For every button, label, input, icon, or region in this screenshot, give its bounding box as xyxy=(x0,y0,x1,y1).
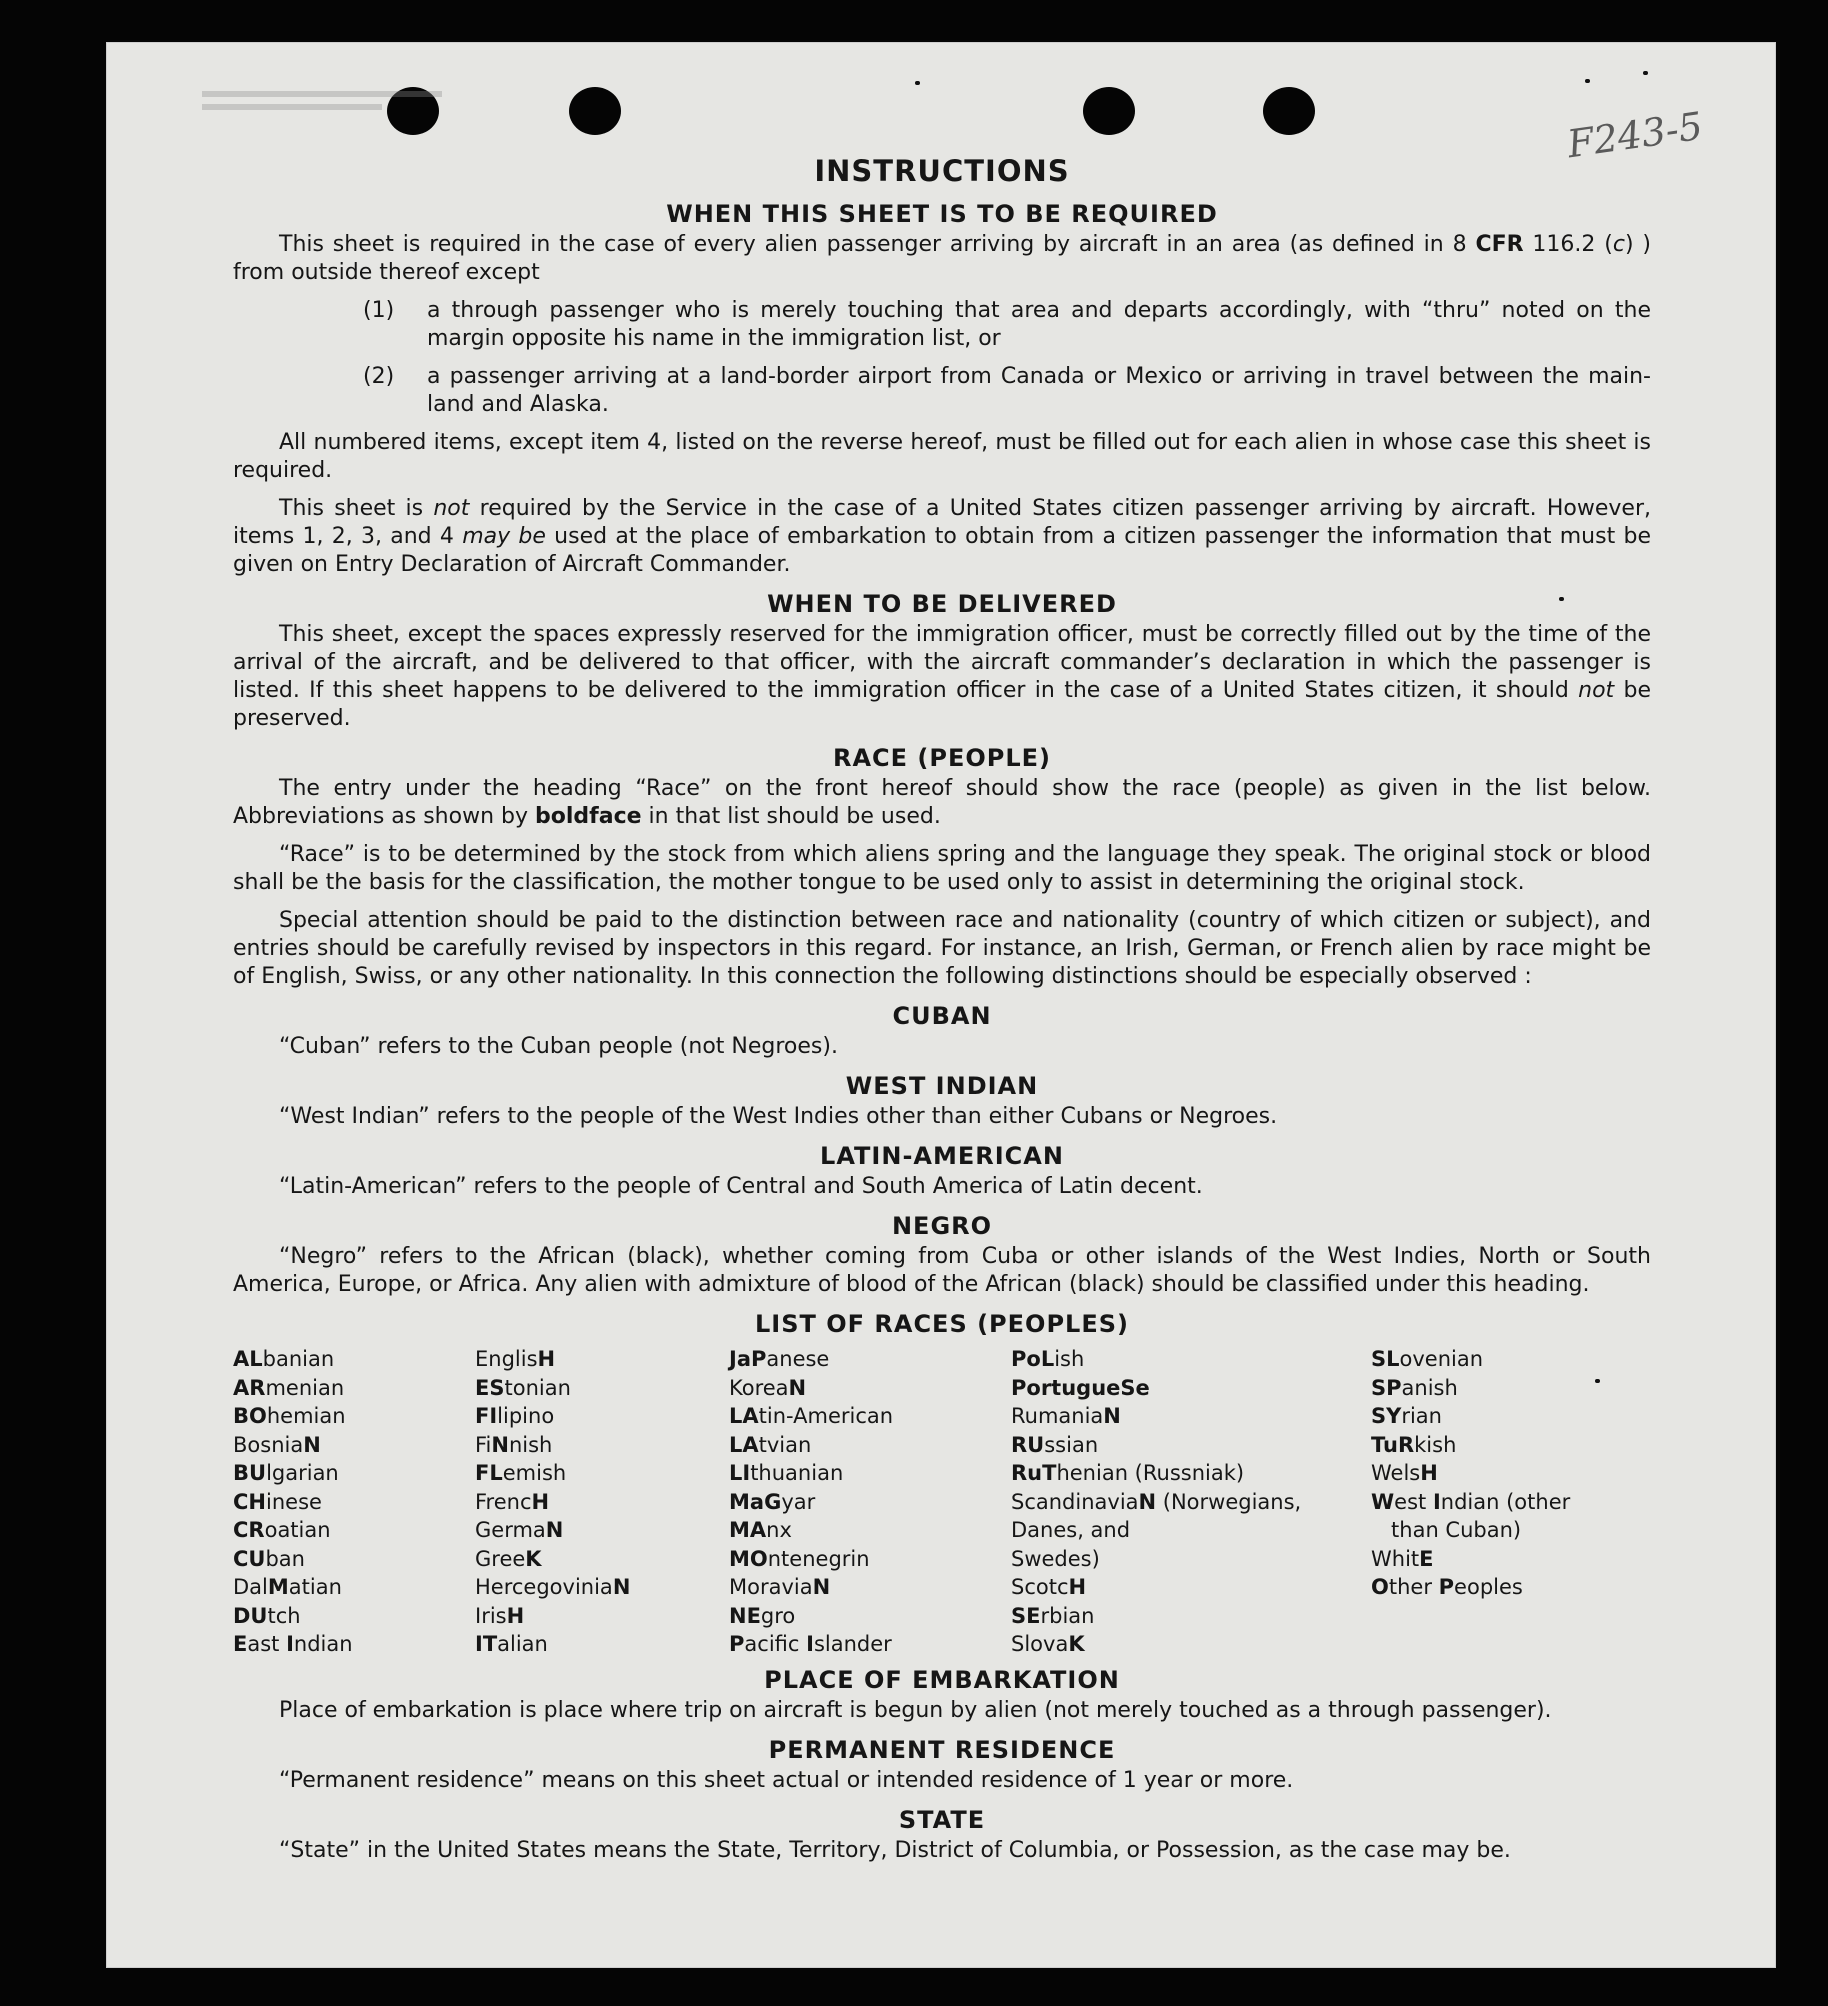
heading-negro: NEGRO xyxy=(891,1212,993,1240)
speck-mark xyxy=(1585,79,1590,83)
race-text: lipino xyxy=(497,1404,555,1428)
race-entry xyxy=(1371,1573,1631,1602)
race-abbreviation: MA xyxy=(729,1518,767,1542)
paragraph-race-nationality: Special attention should be paid to the distinction between race and nationality (country of which citizen or subject), and entries should be carefully revised by inspectors in this regard. For instance, an Irish, German, or French alien by race might be of English, Swiss, or any other nationality. In this connection the following distinctions should be especially observed : xyxy=(233,908,1651,989)
race-text: kish xyxy=(1414,1432,1457,1457)
race-abbreviation: MO xyxy=(729,1546,768,1571)
race-abbreviation: N xyxy=(612,1575,631,1599)
race-entry xyxy=(1371,1374,1631,1403)
text-run: This sheet is xyxy=(279,496,434,521)
race-entry xyxy=(233,1573,475,1602)
race-text: Hercegovinia xyxy=(475,1575,613,1599)
race-entry xyxy=(1011,1630,1371,1659)
race-entry xyxy=(475,1545,729,1574)
race-text: Whit xyxy=(1371,1546,1420,1571)
paragraph-race-entry xyxy=(233,775,1651,831)
punch-hole-4 xyxy=(1263,87,1315,135)
race-entry xyxy=(729,1573,1011,1602)
text-run-italic: may be xyxy=(462,524,546,549)
race-text: menian xyxy=(265,1375,345,1400)
punch-hole-3 xyxy=(1083,87,1135,135)
race-text: est xyxy=(1394,1489,1433,1514)
bleed-through-marks xyxy=(202,91,502,131)
race-entry xyxy=(233,1402,475,1431)
race-abbreviation: M xyxy=(267,1575,289,1599)
race-entry xyxy=(729,1459,1011,1488)
race-text: rbian xyxy=(1040,1603,1095,1628)
race-text: yar xyxy=(781,1489,816,1514)
race-text: Korea xyxy=(729,1375,789,1400)
race-text: Iris xyxy=(475,1603,507,1628)
heading-state: STATE xyxy=(898,1805,986,1834)
race-entry xyxy=(475,1374,729,1403)
race-entry xyxy=(1371,1516,1631,1545)
race-entry xyxy=(729,1431,1011,1460)
page-title: INSTRUCTIONS xyxy=(814,154,1070,188)
paragraph-race-stock: “Race” is to be determined by the stock from which aliens spring and the language they speak. The original stock or blood shall be the basis for the classification, the mother tongue to be used only to assist in determining the original stock. xyxy=(233,842,1651,895)
text-run: ) ) from outside thereof except xyxy=(233,232,1651,285)
race-abbreviation: CR xyxy=(233,1518,265,1542)
race-abbreviation: RU xyxy=(1011,1432,1045,1457)
race-text: Slova xyxy=(1011,1632,1069,1656)
race-text: ish xyxy=(1054,1347,1085,1371)
race-abbreviation: E xyxy=(233,1632,248,1656)
race-abbreviation: AL xyxy=(233,1347,263,1371)
race-entry xyxy=(1371,1545,1631,1574)
race-entry xyxy=(233,1459,475,1488)
item-number: (1) xyxy=(363,298,395,323)
race-entry xyxy=(1011,1602,1371,1631)
race-abbreviation: LI xyxy=(729,1461,751,1485)
race-entry xyxy=(233,1516,475,1545)
race-column-3 xyxy=(729,1345,1011,1659)
race-text: lgarian xyxy=(266,1461,339,1485)
race-entry xyxy=(475,1573,729,1602)
race-text: tvian xyxy=(758,1432,812,1457)
paragraph-when-delivered xyxy=(233,621,1651,733)
race-abbreviation: I xyxy=(806,1632,814,1656)
race-abbreviation: CU xyxy=(233,1546,266,1571)
heading-place-of-embarkation: PLACE OF EMBARKATION xyxy=(764,1665,1120,1694)
paragraph-numbered-items: All numbered items, except item 4, listed on the reverse hereof, must be filled out for each alien in whose case this sheet is required. xyxy=(233,430,1651,483)
heading-race: RACE (PEOPLE) xyxy=(832,744,1052,772)
race-entry xyxy=(233,1545,475,1574)
race-abbreviation: E xyxy=(1419,1546,1434,1571)
text-run: required by the Service in the case of a United States citizen passenger arriving by aircraft. However, items 1, 2, 3, and 4 xyxy=(233,496,1651,549)
race-abbreviation: P xyxy=(729,1632,745,1656)
race-abbreviation: K xyxy=(1068,1632,1085,1656)
text-run: used at the place of embarkation to obtain from a citizen passenger the information that must be given on Entry Declaration of Aircraft Commander. xyxy=(233,524,1651,577)
race-text: ast xyxy=(247,1632,287,1656)
race-entry xyxy=(1011,1431,1371,1460)
race-text: eoples xyxy=(1454,1575,1523,1599)
race-abbreviation: O xyxy=(1371,1575,1389,1599)
race-entry xyxy=(475,1402,729,1431)
race-entry xyxy=(729,1602,1011,1631)
race-abbreviation: FL xyxy=(475,1461,503,1485)
punch-hole-2 xyxy=(569,87,621,135)
race-abbreviation: LA xyxy=(729,1404,759,1428)
race-abbreviation: IT xyxy=(475,1632,498,1656)
text-run-bold: boldface xyxy=(535,804,642,829)
race-abbreviation: N xyxy=(491,1432,509,1457)
race-text: oatian xyxy=(264,1518,331,1542)
race-entry xyxy=(729,1488,1011,1517)
paragraph-permanent-residence: “Permanent residence” means on this sheet actual or intended residence of 1 year or more. xyxy=(279,1767,1294,1793)
race-text: gro xyxy=(760,1603,796,1628)
race-text: Bosnia xyxy=(233,1432,304,1457)
race-abbreviation: I xyxy=(1432,1489,1441,1514)
paragraph-latin-american: “Latin-American” refers to the people of Central and South America of Latin decent. xyxy=(279,1174,1203,1199)
race-abbreviation: BU xyxy=(233,1461,267,1485)
heading-when-delivered: WHEN TO BE DELIVERED xyxy=(767,590,1117,618)
race-abbreviation: RuT xyxy=(1011,1461,1057,1485)
text-run: This sheet, except the spaces expressly reserved for the immigration officer, must be correctly filled out by the time of the arrival of the aircraft, and be delivered to that officer, with the aircraft commander’s declaration in which the passenger is listed. If this sheet happens to be delivered to the immigration officer in the case of a United States citizen, it should xyxy=(233,622,1651,703)
race-abbreviation: LA xyxy=(729,1432,759,1457)
paragraph-required-intro xyxy=(233,231,1651,287)
text-run: This sheet is required in the case of every alien passenger arriving by aircraft in an area (as defined in 8 xyxy=(279,232,1476,257)
race-entry xyxy=(1011,1459,1371,1488)
race-entry xyxy=(1011,1516,1371,1545)
race-text: henian (Russniak) xyxy=(1056,1461,1245,1485)
text-run-bold: CFR xyxy=(1475,232,1524,257)
race-text: nish xyxy=(508,1432,553,1457)
race-entry xyxy=(729,1345,1011,1374)
race-abbreviation: K xyxy=(525,1546,542,1571)
race-text: Frenc xyxy=(475,1489,532,1514)
race-entry xyxy=(475,1630,729,1659)
race-text: inese xyxy=(266,1489,322,1514)
race-text: Germa xyxy=(475,1518,546,1542)
race-entry xyxy=(1371,1345,1631,1374)
race-abbreviation: W xyxy=(1371,1489,1395,1514)
race-abbreviation: P xyxy=(1438,1575,1455,1599)
race-entry xyxy=(475,1431,729,1460)
race-abbreviation: H xyxy=(537,1347,556,1371)
race-text: ssian xyxy=(1044,1432,1099,1457)
race-entry xyxy=(233,1431,475,1460)
race-abbreviation: JaP xyxy=(729,1347,767,1371)
race-text: banian xyxy=(262,1347,335,1371)
paragraph-citizen-not-required xyxy=(233,495,1651,579)
document-sheet xyxy=(106,42,1776,1968)
race-text: Dal xyxy=(233,1575,268,1599)
race-abbreviation: BO xyxy=(233,1404,267,1428)
race-abbreviation: TuR xyxy=(1371,1432,1415,1457)
race-list-grid xyxy=(233,1345,1651,1659)
race-text: hemian xyxy=(266,1404,346,1428)
speck-mark xyxy=(915,81,920,85)
race-abbreviation: I xyxy=(286,1632,294,1656)
race-text: anish xyxy=(1401,1375,1458,1400)
race-text: Danes, and xyxy=(1011,1518,1131,1542)
race-text: thuanian xyxy=(750,1461,844,1485)
race-entry xyxy=(1011,1402,1371,1431)
exception-item-1 xyxy=(363,297,1651,353)
text-run: in that list should be used. xyxy=(641,804,941,829)
heading-west-indian: WEST INDIAN xyxy=(845,1072,1039,1100)
paragraph-state: “State” in the United States means the State, Territory, District of Columbia, or Possession, as the case may be. xyxy=(279,1837,1511,1863)
race-entry xyxy=(233,1602,475,1631)
race-abbreviation: H xyxy=(506,1603,525,1628)
race-column-4 xyxy=(1011,1345,1371,1659)
race-text: emish xyxy=(502,1461,567,1485)
paragraph-west-indian: “West Indian” refers to the people of the West Indies other than either Cubans or Negroes. xyxy=(279,1104,1278,1129)
race-abbreviation: PortugueSe xyxy=(1011,1375,1150,1400)
race-abbreviation: MaG xyxy=(729,1489,782,1514)
race-text: ndian (other xyxy=(1440,1489,1571,1514)
exception-list xyxy=(233,297,1651,419)
heading-cuban: CUBAN xyxy=(892,1002,992,1030)
race-abbreviation: NE xyxy=(729,1603,761,1628)
race-entry xyxy=(1371,1431,1631,1460)
race-column-1 xyxy=(233,1345,475,1659)
race-abbreviation: H xyxy=(531,1489,550,1514)
race-text: tin-American xyxy=(758,1404,894,1428)
race-entry xyxy=(233,1345,475,1374)
race-text: ther xyxy=(1388,1575,1439,1599)
race-abbreviation: SL xyxy=(1371,1347,1400,1371)
race-text: ntenegrin xyxy=(767,1546,870,1571)
race-entry xyxy=(475,1488,729,1517)
race-abbreviation: H xyxy=(1068,1575,1087,1599)
race-abbreviation: FI xyxy=(475,1404,498,1428)
race-text: slander xyxy=(813,1632,892,1656)
race-abbreviation: N xyxy=(1138,1489,1157,1514)
paragraph-cuban: “Cuban” refers to the Cuban people (not Negroes). xyxy=(279,1034,838,1059)
race-text: than Cuban) xyxy=(1371,1518,1522,1542)
race-abbreviation: N xyxy=(1103,1404,1121,1428)
race-text: rian xyxy=(1401,1404,1442,1428)
race-entry xyxy=(729,1374,1011,1403)
race-text: Fi xyxy=(475,1432,492,1457)
heading-latin-american: LATIN-AMERICAN xyxy=(820,1142,1064,1170)
race-text: (Norwegians, xyxy=(1156,1489,1302,1514)
race-abbreviation: SY xyxy=(1371,1404,1402,1428)
speck-mark xyxy=(1643,71,1648,75)
race-text: Swedes) xyxy=(1011,1546,1100,1571)
race-column-5 xyxy=(1371,1345,1631,1659)
race-text: Scotc xyxy=(1011,1575,1069,1599)
race-entry xyxy=(1371,1459,1631,1488)
heading-permanent-residence: PERMANENT RESIDENCE xyxy=(768,1735,1116,1764)
race-abbreviation: CH xyxy=(233,1489,266,1514)
handwritten-margin-note: F243-5 xyxy=(1564,103,1706,167)
race-entry xyxy=(729,1545,1011,1574)
race-text: tch xyxy=(267,1603,301,1628)
race-column-2 xyxy=(475,1345,729,1659)
race-entry xyxy=(475,1459,729,1488)
race-text: anese xyxy=(766,1347,830,1371)
race-entry xyxy=(1371,1402,1631,1431)
race-text: ndian xyxy=(293,1632,353,1656)
text-run-italic: not xyxy=(433,496,470,521)
race-abbreviation: SP xyxy=(1371,1375,1402,1400)
race-abbreviation: AR xyxy=(233,1375,266,1400)
paragraph-place-of-embarkation: Place of embarkation is place where trip on aircraft is begun by alien (not merely touched as a through passenger). xyxy=(279,1697,1552,1723)
text-run-italic: c xyxy=(1612,232,1625,257)
race-entry xyxy=(1011,1374,1371,1403)
race-text: ban xyxy=(265,1546,305,1571)
item-text: a through passenger who is merely touching that area and departs accordingly, with “thru” noted on the margin opposite his name in the immigration list, or xyxy=(427,298,1651,351)
race-entry xyxy=(1011,1573,1371,1602)
race-abbreviation: PoL xyxy=(1011,1347,1055,1371)
race-entry xyxy=(729,1630,1011,1659)
exception-item-2 xyxy=(363,363,1651,419)
race-entry xyxy=(729,1402,1011,1431)
race-text: Gree xyxy=(475,1546,526,1571)
race-text: Englis xyxy=(475,1347,538,1371)
race-entry xyxy=(233,1630,475,1659)
race-entry xyxy=(1011,1488,1371,1517)
race-abbreviation: N xyxy=(303,1432,321,1457)
text-run: be preserved. xyxy=(233,678,1651,731)
heading-when-required: WHEN THIS SHEET IS TO BE REQUIRED xyxy=(666,200,1218,228)
heading-list-of-races: LIST OF RACES (PEOPLES) xyxy=(755,1310,1129,1338)
race-entry xyxy=(729,1516,1011,1545)
text-run: The entry under the heading “Race” on the front hereof should show the race (people) as given in the list below. Abbreviations as shown by xyxy=(233,776,1651,829)
race-text: tonian xyxy=(504,1375,571,1400)
race-text: atian xyxy=(288,1575,342,1599)
race-abbreviation: ES xyxy=(475,1375,505,1400)
race-text: ovenian xyxy=(1399,1347,1484,1371)
race-text: Wels xyxy=(1371,1461,1421,1485)
race-abbreviation: N xyxy=(545,1518,564,1542)
paragraph-negro: “Negro” refers to the African (black), whether coming from Cuba or other islands of the West Indies, North or South America, Europe, or Africa. Any alien with admixture of blood of the African (black) should be classified under this heading. xyxy=(233,1244,1651,1297)
race-entry xyxy=(1011,1345,1371,1374)
text-run-italic: not xyxy=(1578,678,1615,703)
race-text: Rumania xyxy=(1011,1404,1104,1428)
item-text: a passenger arriving at a land-border airport from Canada or Mexico or arriving in travel between the main-land and Alaska. xyxy=(427,364,1651,417)
race-entry xyxy=(233,1488,475,1517)
race-text: Scandinavia xyxy=(1011,1489,1139,1514)
instructions-content xyxy=(233,153,1651,1875)
item-number: (2) xyxy=(363,364,395,389)
race-text: Moravia xyxy=(729,1575,813,1599)
race-abbreviation: DU xyxy=(233,1603,268,1628)
race-entry xyxy=(233,1374,475,1403)
race-abbreviation: N xyxy=(812,1575,831,1599)
race-entry xyxy=(475,1516,729,1545)
race-entry xyxy=(1011,1545,1371,1574)
race-entry xyxy=(1371,1488,1631,1517)
race-text: acific xyxy=(744,1632,807,1656)
race-entry xyxy=(475,1345,729,1374)
text-run: 116.2 ( xyxy=(1523,232,1613,257)
race-abbreviation: N xyxy=(788,1375,807,1400)
race-abbreviation: SE xyxy=(1011,1603,1041,1628)
race-text: alian xyxy=(497,1632,548,1656)
race-text: nx xyxy=(766,1518,792,1542)
race-entry xyxy=(475,1602,729,1631)
race-abbreviation: H xyxy=(1420,1461,1438,1485)
